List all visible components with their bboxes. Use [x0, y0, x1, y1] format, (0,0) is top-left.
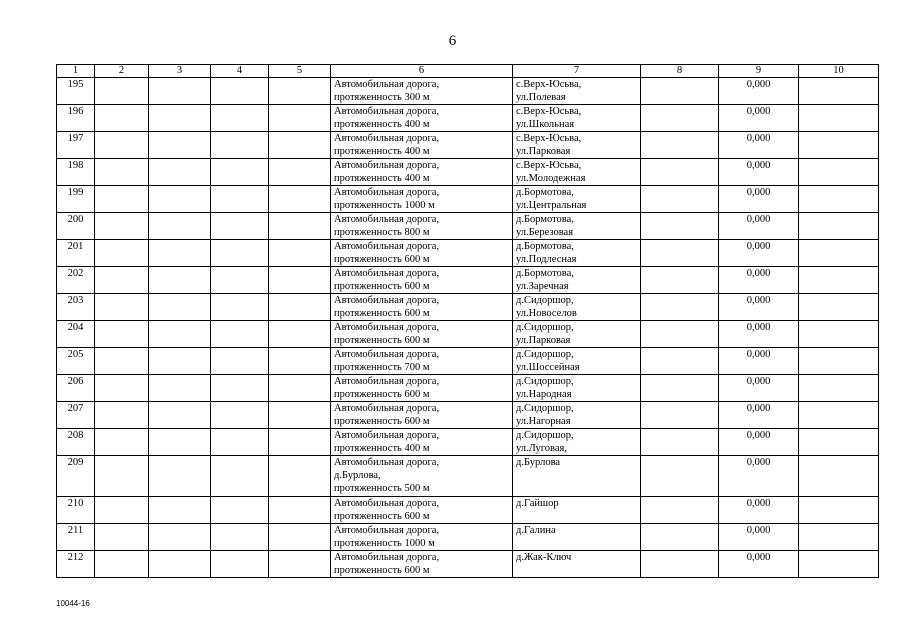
object-value: 0,000 [719, 429, 799, 456]
object-value: 0,000 [719, 321, 799, 348]
cell-col-10 [799, 551, 879, 578]
cell-col-10 [799, 456, 879, 497]
row-number: 211 [57, 524, 95, 551]
cell-col-3 [149, 524, 211, 551]
cell-col-3 [149, 402, 211, 429]
row-number: 204 [57, 321, 95, 348]
cell-col-4 [211, 78, 269, 105]
object-name: Автомобильная дорога, протяженность 600 м [331, 402, 513, 429]
cell-col-4 [211, 132, 269, 159]
table-row [57, 551, 879, 578]
column-header-3: 3 [149, 65, 211, 78]
cell-col-8 [641, 321, 719, 348]
column-header-6: 6 [331, 65, 513, 78]
object-address: д.Сидоршор, ул.Нагорная [513, 402, 641, 429]
object-address: с.Верх-Юсьва, ул.Полевая [513, 78, 641, 105]
object-address: д.Бормотова, ул.Подлесная [513, 240, 641, 267]
object-value: 0,000 [719, 551, 799, 578]
cell-col-4 [211, 186, 269, 213]
object-address: д.Бурлова [513, 456, 641, 497]
cell-col-8 [641, 294, 719, 321]
column-header-9: 9 [719, 65, 799, 78]
cell-col-5 [269, 524, 331, 551]
row-number: 203 [57, 294, 95, 321]
cell-col-5 [269, 402, 331, 429]
table-row [57, 456, 879, 497]
object-value: 0,000 [719, 132, 799, 159]
table-row [57, 497, 879, 524]
page-number: 6 [448, 33, 457, 49]
cell-col-3 [149, 497, 211, 524]
cell-col-5 [269, 240, 331, 267]
object-name: Автомобильная дорога, протяженность 700 м [331, 348, 513, 375]
cell-col-5 [269, 186, 331, 213]
cell-col-3 [149, 159, 211, 186]
cell-col-5 [269, 132, 331, 159]
cell-col-3 [149, 132, 211, 159]
cell-col-5 [269, 321, 331, 348]
table-row [57, 240, 879, 267]
column-header-5: 5 [269, 65, 331, 78]
cell-col-8 [641, 456, 719, 497]
cell-col-2 [95, 186, 149, 213]
cell-col-4 [211, 213, 269, 240]
object-address: д.Сидоршор, ул.Парковая [513, 321, 641, 348]
cell-col-4 [211, 105, 269, 132]
column-header-1: 1 [57, 65, 95, 78]
table-row [57, 524, 879, 551]
object-name: Автомобильная дорога, протяженность 600 м [331, 294, 513, 321]
cell-col-4 [211, 524, 269, 551]
table-row [57, 186, 879, 213]
cell-col-10 [799, 524, 879, 551]
object-value: 0,000 [719, 78, 799, 105]
object-name: Автомобильная дорога, протяженность 600 м [331, 497, 513, 524]
object-value: 0,000 [719, 456, 799, 497]
cell-col-10 [799, 375, 879, 402]
column-number-header [57, 65, 879, 78]
row-number: 198 [57, 159, 95, 186]
cell-col-4 [211, 348, 269, 375]
row-number: 199 [57, 186, 95, 213]
cell-col-10 [799, 213, 879, 240]
column-header-7: 7 [513, 65, 641, 78]
table-body [57, 78, 879, 578]
object-name: Автомобильная дорога, протяженность 800 м [331, 213, 513, 240]
object-name: Автомобильная дорога, протяженность 400 м [331, 429, 513, 456]
cell-col-2 [95, 348, 149, 375]
cell-col-3 [149, 321, 211, 348]
column-header-4: 4 [211, 65, 269, 78]
object-value: 0,000 [719, 497, 799, 524]
cell-col-8 [641, 429, 719, 456]
cell-col-8 [641, 159, 719, 186]
cell-col-10 [799, 402, 879, 429]
row-number: 206 [57, 375, 95, 402]
cell-col-5 [269, 429, 331, 456]
cell-col-8 [641, 78, 719, 105]
object-address: с.Верх-Юсьва, ул.Школьная [513, 105, 641, 132]
table-row [57, 375, 879, 402]
cell-col-10 [799, 429, 879, 456]
cell-col-2 [95, 240, 149, 267]
cell-col-5 [269, 375, 331, 402]
cell-col-8 [641, 497, 719, 524]
object-name: Автомобильная дорога, протяженность 1000 м [331, 524, 513, 551]
cell-col-8 [641, 105, 719, 132]
cell-col-8 [641, 240, 719, 267]
cell-col-4 [211, 456, 269, 497]
row-number: 201 [57, 240, 95, 267]
cell-col-3 [149, 294, 211, 321]
cell-col-3 [149, 375, 211, 402]
object-address: с.Верх-Юсьва, ул.Молодежная [513, 159, 641, 186]
column-header-2: 2 [95, 65, 149, 78]
column-header-10: 10 [799, 65, 879, 78]
object-value: 0,000 [719, 402, 799, 429]
cell-col-10 [799, 105, 879, 132]
cell-col-4 [211, 375, 269, 402]
row-number: 209 [57, 456, 95, 497]
cell-col-3 [149, 213, 211, 240]
column-header-8: 8 [641, 65, 719, 78]
cell-col-2 [95, 524, 149, 551]
cell-col-5 [269, 267, 331, 294]
cell-col-5 [269, 348, 331, 375]
object-value: 0,000 [719, 240, 799, 267]
row-number: 202 [57, 267, 95, 294]
object-name: Автомобильная дорога, протяженность 600 м [331, 375, 513, 402]
cell-col-8 [641, 402, 719, 429]
table-row [57, 294, 879, 321]
object-address: д.Бормотова, ул.Центральная [513, 186, 641, 213]
cell-col-5 [269, 456, 331, 497]
object-address: д.Бормотова, ул.Березовая [513, 213, 641, 240]
cell-col-3 [149, 551, 211, 578]
object-value: 0,000 [719, 213, 799, 240]
object-address: д.Гайшор [513, 497, 641, 524]
object-value: 0,000 [719, 159, 799, 186]
cell-col-3 [149, 348, 211, 375]
object-name: Автомобильная дорога, протяженность 1000 м [331, 186, 513, 213]
object-address: д.Сидоршор, ул.Новоселов [513, 294, 641, 321]
object-value: 0,000 [719, 294, 799, 321]
cell-col-2 [95, 105, 149, 132]
object-address: д.Жак-Ключ [513, 551, 641, 578]
row-number: 196 [57, 105, 95, 132]
cell-col-8 [641, 348, 719, 375]
row-number: 200 [57, 213, 95, 240]
cell-col-4 [211, 321, 269, 348]
cell-col-4 [211, 294, 269, 321]
cell-col-10 [799, 186, 879, 213]
table-row [57, 78, 879, 105]
cell-col-10 [799, 294, 879, 321]
cell-col-2 [95, 159, 149, 186]
cell-col-3 [149, 240, 211, 267]
object-name: Автомобильная дорога, протяженность 600 м [331, 321, 513, 348]
cell-col-2 [95, 267, 149, 294]
cell-col-4 [211, 429, 269, 456]
cell-col-2 [95, 78, 149, 105]
object-name: Автомобильная дорога, протяженность 600 м [331, 267, 513, 294]
cell-col-5 [269, 105, 331, 132]
row-number: 207 [57, 402, 95, 429]
cell-col-8 [641, 213, 719, 240]
cell-col-8 [641, 551, 719, 578]
cell-col-3 [149, 456, 211, 497]
cell-col-2 [95, 429, 149, 456]
object-value: 0,000 [719, 375, 799, 402]
object-address: д.Галина [513, 524, 641, 551]
table-row [57, 159, 879, 186]
cell-col-8 [641, 375, 719, 402]
cell-col-2 [95, 321, 149, 348]
cell-col-4 [211, 240, 269, 267]
row-number: 197 [57, 132, 95, 159]
object-value: 0,000 [719, 348, 799, 375]
cell-col-10 [799, 240, 879, 267]
cell-col-5 [269, 294, 331, 321]
object-address: д.Сидоршор, ул.Луговая, [513, 429, 641, 456]
cell-col-4 [211, 551, 269, 578]
cell-col-5 [269, 551, 331, 578]
cell-col-8 [641, 132, 719, 159]
cell-col-4 [211, 267, 269, 294]
row-number: 208 [57, 429, 95, 456]
table-row [57, 348, 879, 375]
cell-col-5 [269, 213, 331, 240]
cell-col-3 [149, 267, 211, 294]
cell-col-10 [799, 159, 879, 186]
cell-col-8 [641, 524, 719, 551]
object-address: с.Верх-Юсьва, ул.Парковая [513, 132, 641, 159]
object-value: 0,000 [719, 105, 799, 132]
cell-col-4 [211, 497, 269, 524]
cell-col-10 [799, 78, 879, 105]
object-name: Автомобильная дорога, д.Бурлова, протяженность 500 м [331, 456, 513, 497]
cell-col-2 [95, 294, 149, 321]
table-row [57, 132, 879, 159]
cell-col-10 [799, 497, 879, 524]
cell-col-8 [641, 186, 719, 213]
object-address: д.Сидоршор, ул.Народная [513, 375, 641, 402]
cell-col-10 [799, 267, 879, 294]
object-address: д.Бормотова, ул.Заречная [513, 267, 641, 294]
row-number: 212 [57, 551, 95, 578]
cell-col-5 [269, 78, 331, 105]
row-number: 195 [57, 78, 95, 105]
cell-col-2 [95, 375, 149, 402]
cell-col-2 [95, 456, 149, 497]
cell-col-2 [95, 497, 149, 524]
cell-col-2 [95, 551, 149, 578]
object-name: Автомобильная дорога, протяженность 400 м [331, 159, 513, 186]
document-code: 10044-16 [56, 599, 90, 608]
row-number: 210 [57, 497, 95, 524]
cell-col-3 [149, 78, 211, 105]
object-name: Автомобильная дорога, протяженность 600 м [331, 240, 513, 267]
cell-col-2 [95, 402, 149, 429]
cell-col-3 [149, 429, 211, 456]
cell-col-3 [149, 105, 211, 132]
table-row [57, 267, 879, 294]
cell-col-10 [799, 348, 879, 375]
table-row [57, 213, 879, 240]
object-name: Автомобильная дорога, протяженность 600 м [331, 551, 513, 578]
object-value: 0,000 [719, 186, 799, 213]
registry-table [56, 64, 879, 578]
cell-col-2 [95, 132, 149, 159]
table-row [57, 105, 879, 132]
cell-col-5 [269, 497, 331, 524]
cell-col-8 [641, 267, 719, 294]
row-number: 205 [57, 348, 95, 375]
cell-col-3 [149, 186, 211, 213]
cell-col-4 [211, 159, 269, 186]
table-row [57, 429, 879, 456]
object-value: 0,000 [719, 524, 799, 551]
cell-col-10 [799, 321, 879, 348]
object-value: 0,000 [719, 267, 799, 294]
cell-col-5 [269, 159, 331, 186]
object-address: д.Сидоршор, ул.Шоссейная [513, 348, 641, 375]
cell-col-10 [799, 132, 879, 159]
object-name: Автомобильная дорога, протяженность 300 м [331, 78, 513, 105]
cell-col-4 [211, 402, 269, 429]
object-name: Автомобильная дорога, протяженность 400 м [331, 132, 513, 159]
object-name: Автомобильная дорога, протяженность 400 м [331, 105, 513, 132]
cell-col-2 [95, 213, 149, 240]
table-row [57, 402, 879, 429]
table-row [57, 321, 879, 348]
